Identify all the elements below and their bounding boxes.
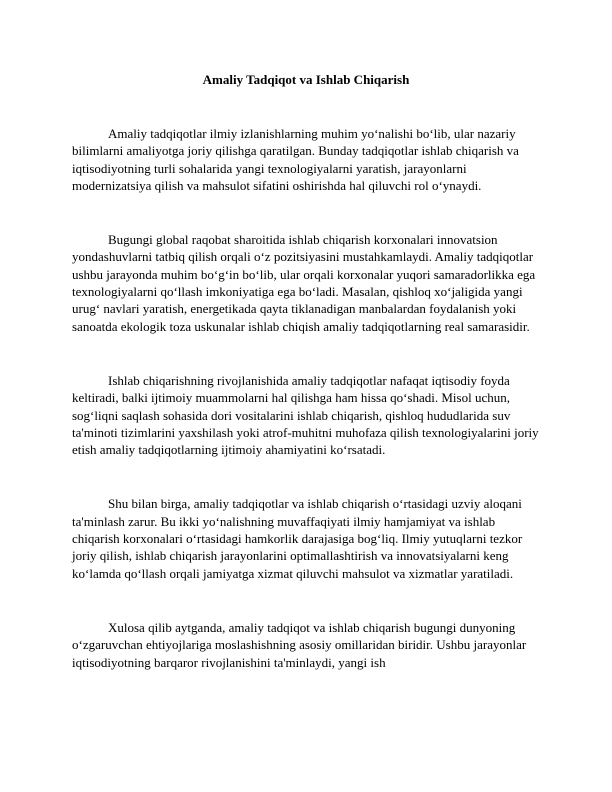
paragraph: Xulosa qilib aytganda, amaliy tadqiqot va ishlab chiqarish bugungi dunyoning o‘zgaruvchan ehtiyojlariga moslashishning asosiy omillaridan biridir. Ushbu jarayonlar iqtisodiyotning barqaror rivojlanishini ta'minlaydi, yangi ish [72, 619, 527, 670]
document-title: Amaliy Tadqiqot va Ishlab Chiqarish [202, 72, 410, 87]
document-body [72, 125, 542, 708]
paragraph: Ishlab chiqarishning rivojlanishida amaliy tadqiqotlar nafaqat iqtisodiy foyda keltiradi, balki ijtimoiy muammolarni hal qilishga ham hissa qo‘shadi. Misol uchun, sog‘liqni saqlash sohasida dori vositalarini ishlab chiqarish, qishloq hududlarida suv ta'minoti tizimlarini yaxshilash yoki atrof-muhitni muhofaza qilish texnologiyalarini joriy etish amaliy tadqiqotlarning ijtimoiy ahamiyatini ko‘rsatadi. [72, 372, 539, 458]
paragraph: Amaliy tadqiqotlar ilmiy izlanishlarning muhim yo‘nalishi bo‘lib, ular nazariy bilimlarni amaliyotga joriy qilishga qaratilgan. Bunday tadqiqotlar ishlab chiqarish va iqtisodiyotning turli sohalarida yangi texnologiyalarni yaratish, jarayonlarni modernizatsiya qilish va mahsulot sifatini oshirishda hal qiluvchi rol o‘ynaydi. [72, 126, 519, 193]
paragraph: Shu bilan birga, amaliy tadqiqotlar va ishlab chiqarish o‘rtasidagi uzviy aloqani ta'minlash zarur. Bu ikki yo‘nalishning muvaffaqiyati ilmiy hamjamiyat va ishlab chiqarish korxonalari o‘rtasidagi hamkorlik darajasiga bog‘liq. Ilmiy yutuqlarni tezkor joriy qilish, ishlab chiqarish jarayonlarini optimallashtirish va innovatsiyalarni keng ko‘lamda qo‘llash orqali jamiyatga xizmat qiluvchi mahsulot va xizmatlar yaratiladi. [72, 496, 523, 581]
paragraph: Bugungi global raqobat sharoitida ishlab chiqarish korxonalari innovatsion yondashuvlarni tatbiq qilish orqali o‘z pozitsiyasini mustahkamlaydi. Amaliy tadqiqotlar ushbu jarayonda muhim bo‘g‘in bo‘lib, ular orqali korxonalar yuqori samaradorlikka ega texnologiyalarni qo‘llash imkoniyatiga ega bo‘ladi. Masalan, qishloq xo‘jaligida yangi urug‘ navlari yaratish, energetikada qayta tiklanadigan manbalardan foydalanish yoki sanoatda ekologik toza uskunalar ishlab chiqish amaliy tadqiqotlarning real samarasidir. [72, 232, 536, 334]
